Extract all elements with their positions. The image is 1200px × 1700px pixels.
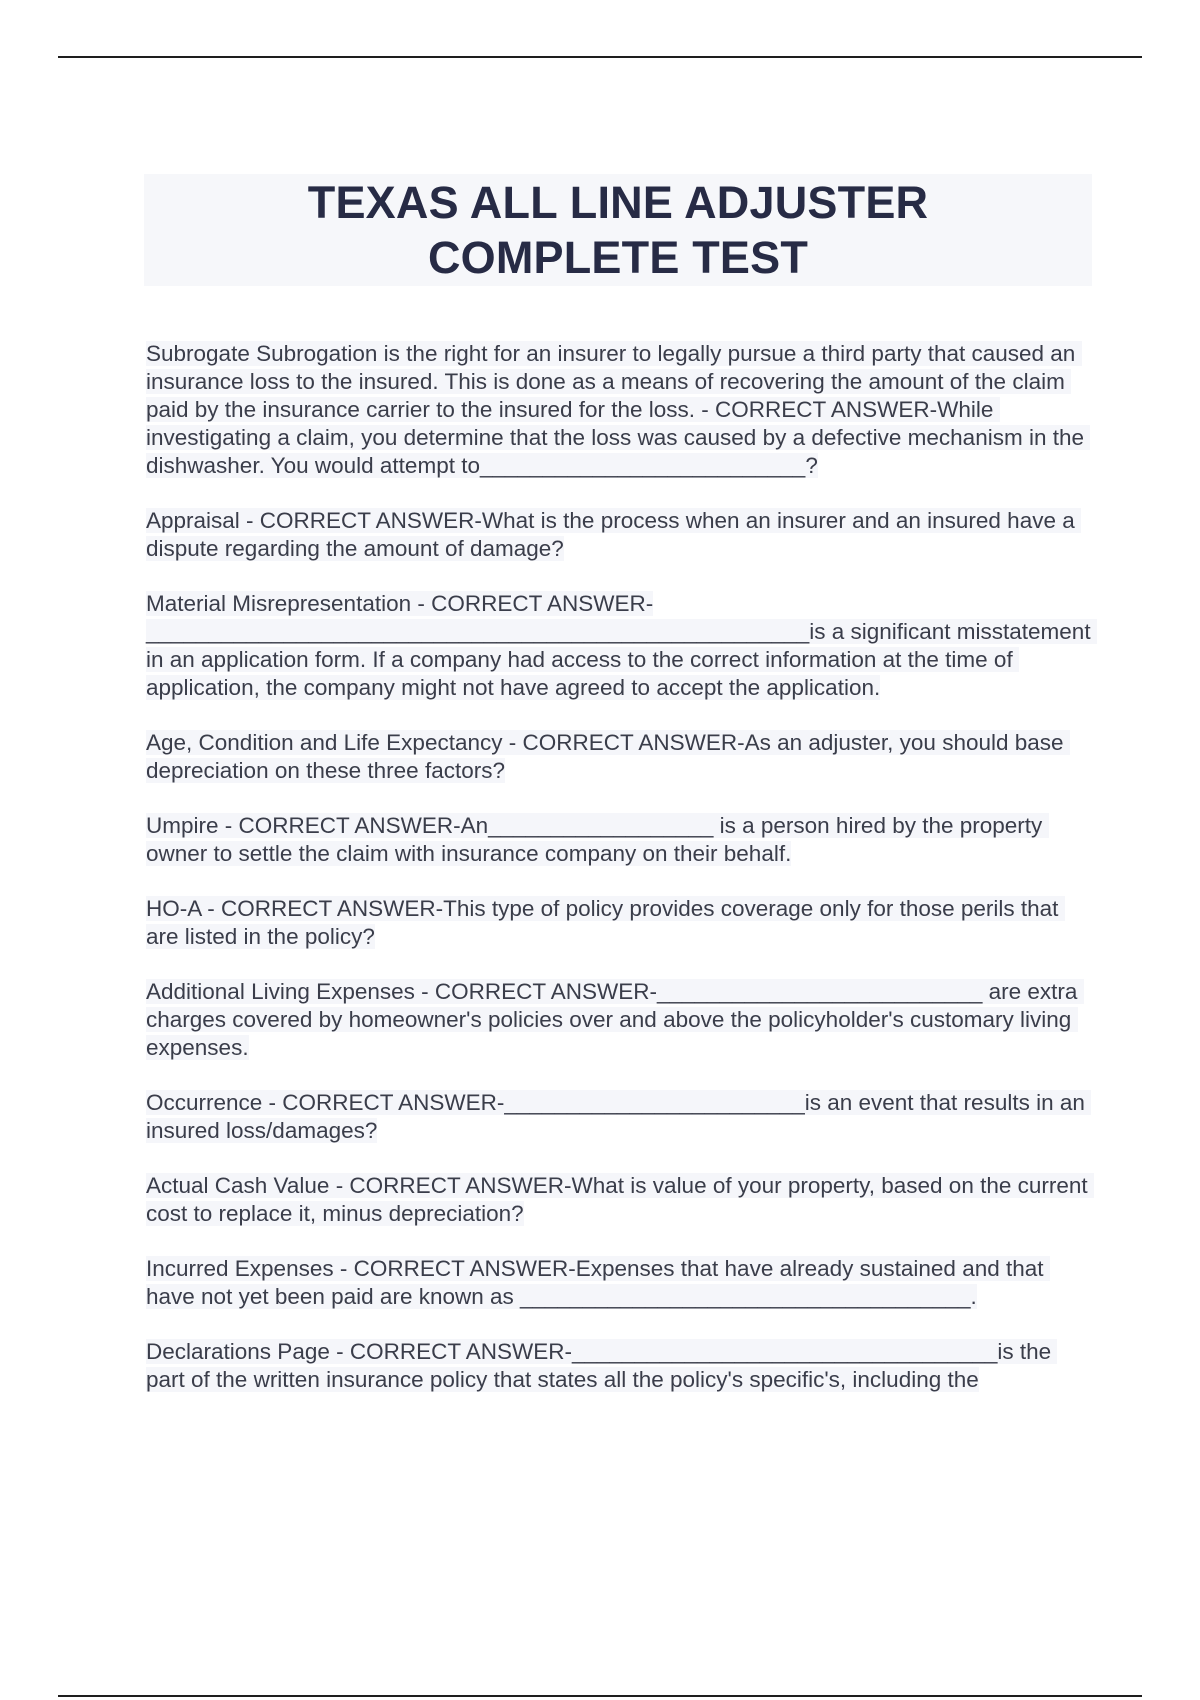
entry-actual-cash-value: Actual Cash Value - CORRECT ANSWER-What is value of your property, based on the current cost to replace it, minus depreciation? [146, 1173, 1094, 1226]
top-rule [58, 56, 1142, 58]
entry-ho-a: HO-A - CORRECT ANSWER-This type of policy provides coverage only for those perils that are listed in the policy? [146, 896, 1065, 949]
bottom-rule [58, 1695, 1142, 1697]
entry-umpire: Umpire - CORRECT ANSWER-An__________________ is a person hired by the property owner to settle the claim with insurance company on their behalf. [146, 813, 1049, 866]
entry-incurred-expenses: Incurred Expenses - CORRECT ANSWER-Expenses that have already sustained and that have not yet been paid are known as ____________________________________. [146, 1256, 1050, 1309]
document-title [308, 175, 929, 285]
title-line-1: TEXAS ALL LINE ADJUSTER [307, 177, 929, 228]
entry-material-misrepresentation: Material Misrepresentation - CORRECT ANSWER-_____________________________________________________is a significant misstatement in an application form. If a company had access to the correct information at the time of application, the company might not have agreed to accept the application. [146, 591, 1097, 700]
entry-subrogation: Subrogate Subrogation is the right for an insurer to legally pursue a third party that caused an insurance loss to the insured. This is done as a means of recovering the amount of the claim paid by the insurance carrier to the insured for the loss. - CORRECT ANSWER-While investigating a claim, you determine that the loss was caused by a defective mechanism in the dishwasher. You would attempt to__________________________? [146, 341, 1091, 478]
entry-age-condition-life-expectancy: Age, Condition and Life Expectancy - CORRECT ANSWER-As an adjuster, you should base depreciation on these three factors? [146, 730, 1070, 783]
entry-declarations-page: Declarations Page - CORRECT ANSWER-__________________________________is the part of the written insurance policy that states all the policy's specific's, including the [146, 1339, 1058, 1392]
entry-occurrence: Occurrence - CORRECT ANSWER-________________________is an event that results in an insured loss/damages? [146, 1090, 1092, 1143]
entry-additional-living-expenses: Additional Living Expenses - CORRECT ANSWER-__________________________ are extra charges covered by homeowner's policies over and above the policyholder's customary living expenses. [146, 979, 1084, 1060]
title-banner [144, 174, 1092, 286]
question-list [146, 340, 1097, 1421]
entry-appraisal: Appraisal - CORRECT ANSWER-What is the process when an insurer and an insured have a dispute regarding the amount of damage? [146, 508, 1082, 561]
title-line-2: COMPLETE TEST [427, 232, 809, 283]
